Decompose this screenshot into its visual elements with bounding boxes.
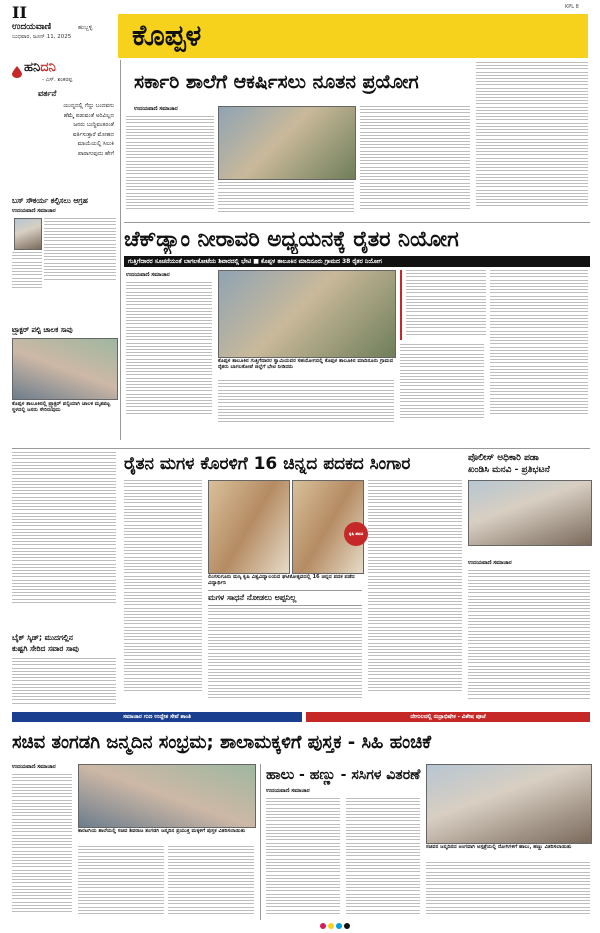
reporter-photo [14, 218, 42, 250]
section-rule [124, 222, 590, 223]
ticker-left [12, 712, 302, 722]
dam-caption: ಕೊಪ್ಪಳ ತಾಲೂಕಿನ ಗುತ್ತಿಗೆದಾರರ ಸ್ವಾಮಿಯವರ ಸಹಯೋಗದಲ್ಲಿ ಕೊಪ್ಪಳ ತಾಲೂಕಿನ ಮಾದಿನೂರು ಗ್ರಾಮದ ರೈತರು ಬಾಗಲಕೋಟೆ ಜಿಲ್ಲೆಗೆ ಭೇಟಿ ನೀಡಿದರು [218, 358, 394, 371]
school-headline: ಸರ್ಕಾರಿ ಶಾಲೆಗೆ ಆಕರ್ಷಿಸಲು ನೂತನ ಪ್ರಯೋಗ [134, 71, 419, 93]
daughter-caption: ಲಿಂಗಸುಗೂರು ಮಸ್ಕಿ ಕೃಷಿ ವಿಶ್ವವಿದ್ಯಾಲಯದ ಘಟಿಕೋತ್ಸವದಲ್ಲಿ 16 ಚಿನ್ನದ ಪದಕ ಪಡೆದ ವಿದ್ಯಾರ್ಥಿನಿ [208, 574, 355, 587]
bike-headline: ಬೈಕ್ ಸ್ಕಿಡ್; ಮುದಗಲ್ಲಿನ [12, 633, 73, 642]
dam-story [124, 226, 590, 428]
ticker-right [306, 712, 590, 722]
honidani-title [24, 60, 56, 75]
minister-headline: ಸಚಿವ ತಂಗಡಗಿ ಜನ್ಮದಿನ ಸಂಭ್ರಮ; ಶಾಲಾಮಕ್ಕಳಿಗೆ ಪುಸ್ತಕ - ಸಿಹಿ ಹಂಚಿಕೆ [12, 732, 432, 753]
school-byline: ಉದಯವಾಣಿ ಸಮಾಚಾರ [134, 106, 178, 112]
school-body-1 [126, 116, 214, 218]
bike-body-1 [12, 452, 116, 616]
bike-story [12, 452, 116, 710]
daughter-body-2 [208, 608, 362, 708]
ticker-left-text: ಸಮಾಚಾರ ಗುಣ ಉದ್ದೇಶ ಸೇವೆ ಶಾಂತಿ [123, 714, 191, 720]
fruit-body-3 [426, 862, 590, 922]
honidani-title-a: ಹನಿ [24, 60, 41, 75]
daughter-badge [344, 522, 368, 546]
minister-story [12, 764, 256, 924]
ticker-bar [12, 712, 590, 722]
daughter-headline: ರೈತನ ಮಗಳ ಕೊರಳಿಗೆ 16 ಚಿನ್ನದ ಪದಕದ ಸಿಂಗಾರ [124, 454, 411, 474]
drop-icon [12, 63, 22, 75]
bus-headline: ಬಸ್ ಸೌಕರ್ಯ ಕಲ್ಪಿಸಲು ಆಗ್ರಹ [12, 196, 88, 205]
ticker-right-text: ದೇಗುಲದಲ್ಲಿ ರುದ್ರಾಭಿಷೇಕ - ವಿಶೇಷ ಪೂಜೆ [410, 714, 486, 720]
tractor-photo [12, 338, 118, 400]
section-rule-2 [12, 448, 590, 449]
minister-caption: ಕಾರಟಗಿಯ ಶಾಲೆಯಲ್ಲಿ ಸಚಿವ ಶಿವರಾಜ ತಂಗಡಗಿ ಜನ್ಮದಿನ ಪ್ರಯುಕ್ತ ಮಕ್ಕಳಿಗೆ ಪುಸ್ತಕ ವಿತರಿಸಲಾಯಿತು [78, 828, 246, 834]
dam-photo [218, 270, 396, 358]
honidani-author: - ಎಸ್. ಶಂಕರಪ್ಪ [42, 77, 73, 83]
school-headline-box [124, 62, 454, 104]
dam-body-4 [490, 270, 588, 426]
minister-body-2 [78, 846, 164, 922]
column-rule-2 [260, 764, 261, 920]
tractor-caption: ಕೊಪ್ಪಳ ತಾಲೂಕಿನಲ್ಲಿ ಟ್ರ್ಯಾಕ್ಟರ್ ಪಲ್ಟಿಯಾಗಿ ಚಾಲಕ ಮೃತಪಟ್ಟ ಸ್ಥಳದಲ್ಲಿ ಜನರು ಸೇರಿರುವುದು [12, 401, 111, 414]
minister-body-1 [12, 774, 72, 922]
honidani-label: ವರ್ತನೆ [38, 89, 57, 98]
dam-quote-box [400, 270, 486, 340]
police-headline-2: ಖಂಡಿಸಿ ಮನವಿ - ಪ್ರತಿಭಟನೆ [468, 465, 550, 475]
school-body-4 [476, 62, 588, 218]
police-headline: ಪೊಲೀಸ್ ಅಧಿಕಾರಿ ಪಡಾ [468, 453, 539, 463]
bike-headline-box [12, 632, 116, 656]
dam-subhead: ಗುತ್ತಿಗೆದಾರರ ಸೂಚನೆಯಂತೆ ಬಾಗಲಕೋಟೆಯ ಶಿವಾರದಲ್ಲಿ ಭೇಟಿ ■ ಕೊಪ್ಪಳ ತಾಲೂಕಿನ ಮಾದಿನೂರು ಗ್ರಾಮದ 38 ರೈತರ ನಿಯೋಗ [128, 258, 382, 265]
bus-body [44, 218, 116, 294]
fruit-headline: ಹಾಲು - ಹಣ್ಣು - ಸಸಿಗಳ ವಿತರಣೆ [266, 767, 421, 783]
dam-headline: ಚೆಕ್‌ಡ್ಯಾಂ ನೀರಾವರಿ ಅಧ್ಯಯನಕ್ಕೆ ರೈತರ ನಿಯೋಗ [124, 227, 459, 252]
fruit-photo [426, 764, 592, 844]
daughter-story [124, 452, 464, 710]
dam-body-1 [126, 282, 212, 426]
section-title: ಕೊಪ್ಪಳ [132, 18, 202, 52]
dam-subhead-bar [124, 256, 590, 267]
honidani-title-b: ದನಿ [40, 60, 56, 75]
dam-body-3 [400, 344, 484, 426]
column-rule [120, 60, 121, 440]
police-photo [468, 480, 592, 546]
medal-photo-1 [208, 480, 290, 574]
school-body-2 [218, 182, 354, 218]
school-story [124, 62, 590, 220]
police-story [468, 452, 590, 710]
city-label: ಹುಬ್ಬಳ್ಳಿ [78, 24, 93, 31]
fruit-story [266, 764, 590, 924]
page-numeral: II [12, 3, 27, 22]
daughter-pullquote: ಮಗಳ ಸಾಧನೆ ನೋಡಲು ಅಪ್ಪನಿಲ್ಲ [208, 593, 297, 602]
date-line: ಬುಧವಾರ, ಜೂನ್ 11, 2025 [12, 34, 72, 40]
paper-name: ಉದಯವಾಣಿ [12, 22, 52, 32]
daughter-body-1 [124, 480, 202, 708]
minister-body-3 [168, 846, 254, 922]
daughter-body-3 [368, 480, 462, 708]
school-body-3 [360, 106, 470, 218]
page-code: KPL 8 [565, 4, 579, 10]
minister-byline: ಉದಯವಾಣಿ ಸಮಾಚಾರ [12, 764, 56, 770]
tractor-story [12, 326, 116, 446]
bus-byline: ಉದಯವಾಣಿ ಸಮಾಚಾರ [12, 208, 56, 214]
section-banner [118, 14, 588, 58]
police-byline: ಉದಯವಾಣಿ ಸಮಾಚಾರ [468, 560, 512, 566]
daughter-pullquote-box [208, 590, 362, 606]
honidani-box [12, 60, 116, 192]
bike-body-2 [12, 658, 116, 710]
bus-body-2 [12, 252, 42, 294]
minister-headline-box [12, 726, 590, 760]
dam-byline: ಉದಯವಾಣಿ ಸಮಾಚಾರ [126, 272, 170, 278]
fruit-body-2 [346, 798, 420, 922]
daughter-badge-text: ಕೃಷಿ ಪದವಿ [348, 531, 364, 536]
bike-headline-2: ಕುಷ್ಟಗಿ ಸೇರಿದ ಸವಾರ ಸಾವು [12, 644, 79, 653]
fruit-byline: ಉದಯವಾಣಿ ಸಮಾಚಾರ [266, 788, 310, 794]
tractor-headline: ಟ್ರ್ಯಾಕ್ಟರ್ ಪಲ್ಟಿ ಚಾಲಕ ಸಾವು [12, 326, 73, 334]
fruit-caption: ಸಚಿವರ ಜನ್ಮದಿನದ ಅಂಗವಾಗಿ ಆಸ್ಪತ್ರೆಯಲ್ಲಿ ರೋಗಿಗಳಿಗೆ ಹಾಲು, ಹಣ್ಣು ವಿತರಿಸಲಾಯಿತು [426, 844, 572, 850]
minister-photo [78, 764, 256, 828]
fruit-body-1 [266, 798, 340, 922]
dam-body-2 [218, 380, 394, 426]
honidani-poem: ಯುದ್ಧದಲ್ಲಿ ಗೆದ್ದು ಬಂದವನು ಹೆಮ್ಮೆ ಪಡುವಂತೆ ಅರಿವಿಲ್ಲದ ಜನರು ಬುದ್ಧಿವಂತರಂತೆ ವರ್ತಿಸುತ್ತಾರೆ ಮೋಹದ ಮಾಯೆಯಲ್ಲಿ ಸಿಲುಕಿ ಪಾರಾಗುವುದು ಹೇಗೆ [63, 103, 114, 157]
school-photo [218, 106, 356, 180]
police-body [468, 570, 590, 710]
print-registration-marks [320, 914, 400, 922]
bus-story [12, 196, 116, 294]
